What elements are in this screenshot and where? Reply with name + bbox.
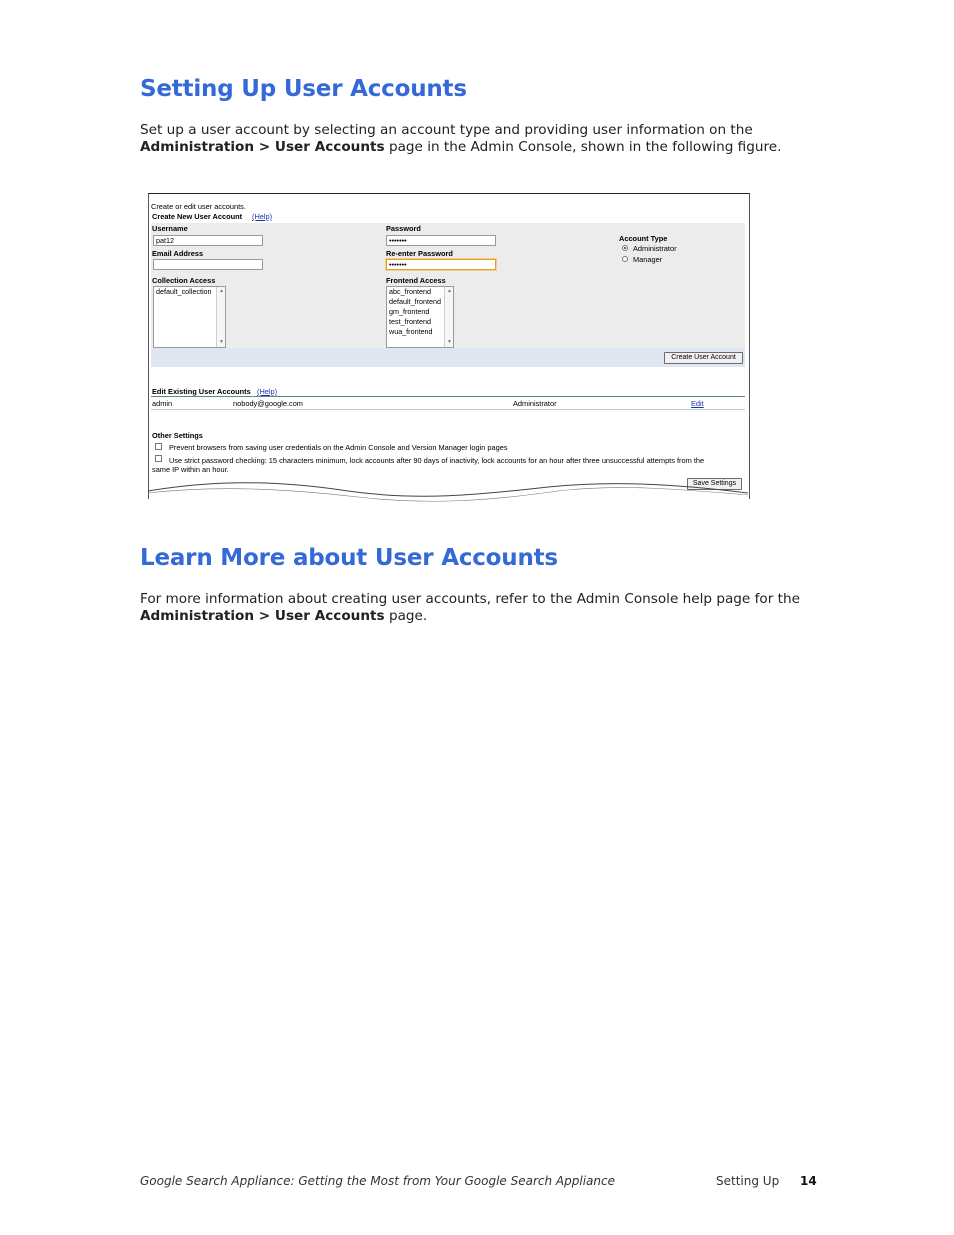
edit-user-link[interactable]: Edit [691, 399, 704, 408]
scroll-up-icon[interactable]: ▲ [447, 288, 452, 294]
scroll-down-icon[interactable]: ▼ [219, 339, 224, 345]
section-heading-learn-more: Learn More about User Accounts [140, 545, 558, 571]
account-type-label: Account Type [619, 234, 668, 243]
footer-chapter: Setting Up [716, 1174, 780, 1188]
scroll-down-icon[interactable]: ▼ [447, 339, 452, 345]
administrator-radio-label: Administrator [633, 244, 677, 253]
save-settings-button[interactable]: Save Settings [687, 478, 742, 490]
email-field[interactable] [153, 259, 263, 270]
collection-access-list[interactable] [153, 286, 226, 348]
footer-page-number: 14 [800, 1174, 817, 1188]
table-top-rule [151, 396, 745, 397]
password-field[interactable]: ••••••• [386, 235, 496, 246]
manager-radio[interactable] [622, 256, 628, 262]
frontend-option[interactable]: wua_frontend [389, 327, 433, 336]
reenter-password-label: Re-enter Password [386, 249, 453, 258]
frontend-access-label: Frontend Access [386, 276, 446, 285]
torn-edge-graphic [148, 481, 750, 505]
collection-option[interactable]: default_collection [156, 287, 212, 296]
edit-help-link[interactable]: (Help) [257, 387, 278, 396]
footer-doc-title: Google Search Appliance: Getting the Most from Your Google Search Appliance [140, 1174, 615, 1188]
administrator-radio[interactable] [622, 245, 628, 251]
collection-access-label: Collection Access [152, 276, 216, 285]
section-intro-paragraph [140, 122, 820, 156]
strict-password-label-cont: same IP within an hour. [152, 465, 229, 474]
frontend-access-list[interactable] [386, 286, 454, 348]
frontend-option[interactable]: test_frontend [389, 317, 431, 326]
menu-path: Administration > User Accounts [140, 139, 385, 155]
scroll-up-icon[interactable]: ▲ [219, 288, 224, 294]
user-cell-email: nobody@google.com [233, 399, 303, 408]
frontend-scrollbar[interactable] [444, 287, 453, 347]
user-cell-type: Administrator [513, 399, 557, 408]
frontend-option[interactable]: abc_frontend [389, 287, 431, 296]
edit-accounts-title: Edit Existing User Accounts [152, 387, 251, 396]
admin-console-figure [148, 193, 750, 505]
frontend-option[interactable]: gm_frontend [389, 307, 430, 316]
learn-more-paragraph [140, 591, 820, 625]
paragraph-text-end: page in the Admin Console, shown in the following figure. [384, 139, 782, 155]
reenter-password-field[interactable]: ••••••• [386, 259, 496, 270]
paragraph-text: Set up a user account by selecting an account type and providing user information on the [140, 122, 753, 138]
figure-intro-text: Create or edit user accounts. [151, 202, 246, 211]
paragraph-text: For more information about creating user accounts, refer to the Admin Console help page for the [140, 591, 800, 607]
strict-password-checkbox[interactable] [155, 455, 162, 462]
prevent-credentials-label: Prevent browsers from saving user credentials on the Admin Console and Version Manager login pages [169, 443, 508, 452]
section-heading-setting-up: Setting Up User Accounts [140, 76, 467, 102]
create-user-account-button[interactable]: Create User Account [664, 352, 743, 364]
email-label: Email Address [152, 249, 204, 258]
strict-password-label: Use strict password checking: 15 characters minimum, lock accounts after 90 days of inactivity, lock accounts for an hour after three unsuccessful attempts from the [169, 456, 705, 465]
table-bottom-rule [151, 409, 745, 410]
prevent-credentials-checkbox[interactable] [155, 443, 162, 450]
manager-radio-label: Manager [633, 255, 663, 264]
password-label: Password [386, 224, 421, 233]
other-settings-title: Other Settings [152, 431, 203, 440]
paragraph-text-end: page. [384, 608, 428, 624]
create-button-bar [151, 348, 745, 367]
create-help-link[interactable]: (Help) [252, 212, 273, 221]
menu-path: Administration > User Accounts [140, 608, 385, 624]
collection-scrollbar[interactable] [216, 287, 225, 347]
user-cell-name: admin [152, 399, 173, 408]
create-account-title: Create New User Account [152, 212, 243, 221]
frontend-option[interactable]: default_frontend [389, 297, 441, 306]
username-label: Username [152, 224, 188, 233]
username-field[interactable]: pat12 [153, 235, 263, 246]
